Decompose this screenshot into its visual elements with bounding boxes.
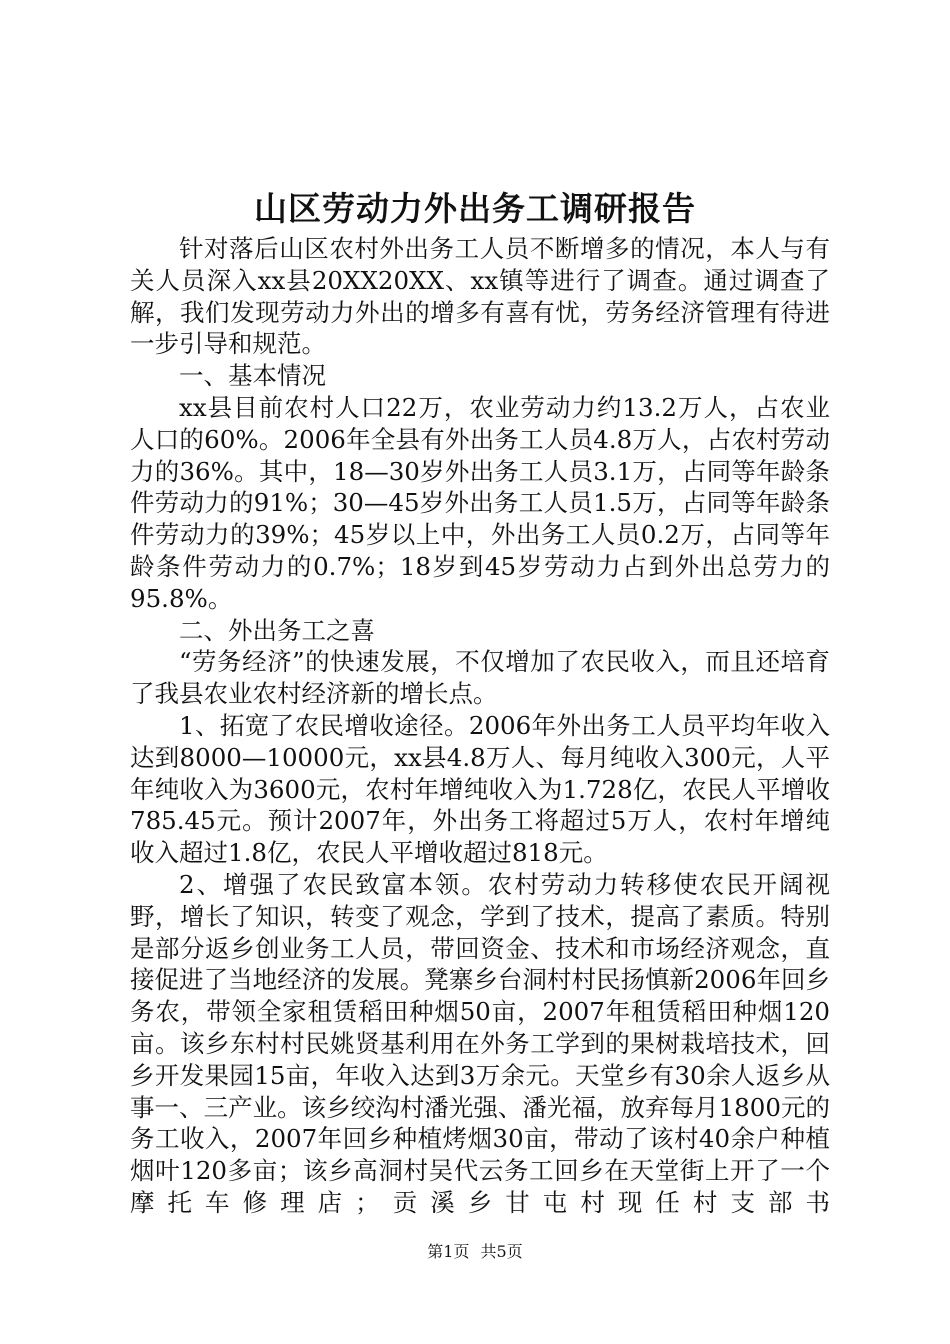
benefits-intro-paragraph: “劳务经济”的快速发展，不仅增加了农民收入，而且还培育了我县农业农村经济新的增长点。 — [130, 647, 830, 709]
basic-situation-paragraph: xx县目前农村人口22万，农业劳动力约13.2万人，占农业人口的60%。2006年全县有外出务工人员4.8万人，占农村劳动力的36%。其中，18—30岁外出务工人员3.1万，占同等年龄条件劳动力的91%；30—45岁外出务工人员1.5万，占同等年龄条件劳动力的39%；45岁以上中，外出务工人员0.2万，占同等年龄条件劳动力的0.7%；18岁到45岁劳动力占到外出总劳力的95.8%。 — [130, 392, 830, 613]
document-title: 山区劳动力外出务工调研报告 — [254, 189, 696, 228]
total-pages: 共5页 — [480, 1242, 523, 1261]
intro-paragraph: 针对落后山区农村外出务工人员不断增多的情况，本人与有关人员深入xx县20XX20XX、xx镇等进行了调查。通过调查了解，我们发现劳动力外出的增多有喜有忧，劳务经济管理有待进一步引导和规范。 — [130, 234, 830, 359]
page-footer — [0, 1241, 950, 1263]
document-body — [130, 233, 830, 1219]
section-heading-benefits: 二、外出务工之喜 — [179, 615, 375, 645]
section-heading-basic-situation: 一、基本情况 — [179, 361, 326, 391]
page-number: 第1页 — [427, 1242, 470, 1261]
income-paragraph: 1、拓宽了农民增收途径。2006年外出务工人员平均年收入达到8000—10000元，xx县4.8万人、每月纯收入300元，人平年纯收入为3600元，农村年增纯收入为1.728亿，农民人平增收785.45元。预计2007年，外出务工将超过5万人，农村年增纯收入超过1.8亿，农民人平增收超过818元。 — [130, 710, 830, 868]
skills-paragraph: 2、增强了农民致富本领。农村劳动力转移使农民开阔视野，增长了知识，转变了观念，学到了技术，提高了素质。特别是部分返乡创业务工人员，带回资金、技术和市场经济观念，直接促进了当地经济的发展。凳寨乡台洞村村民扬慎新2006年回乡务农，带领全家租赁稻田种烟50亩，2007年租赁稻田种烟120亩。该乡东村村民姚贤基利用在外务工学到的果树栽培技术，回乡开发果园15亩，年收入达到3万余元。天堂乡有30余人返乡从事一、三产业。该乡绞沟村潘光强、潘光福，放弃每月1800元的务工收入，2007年回乡种植烤烟30亩，带动了该村40余户种植烟叶120多亩；该乡高洞村吴代云务工回乡在天堂街上开了一个摩托车修理店；贡溪乡甘屯村现任村支部书 — [130, 869, 830, 1217]
